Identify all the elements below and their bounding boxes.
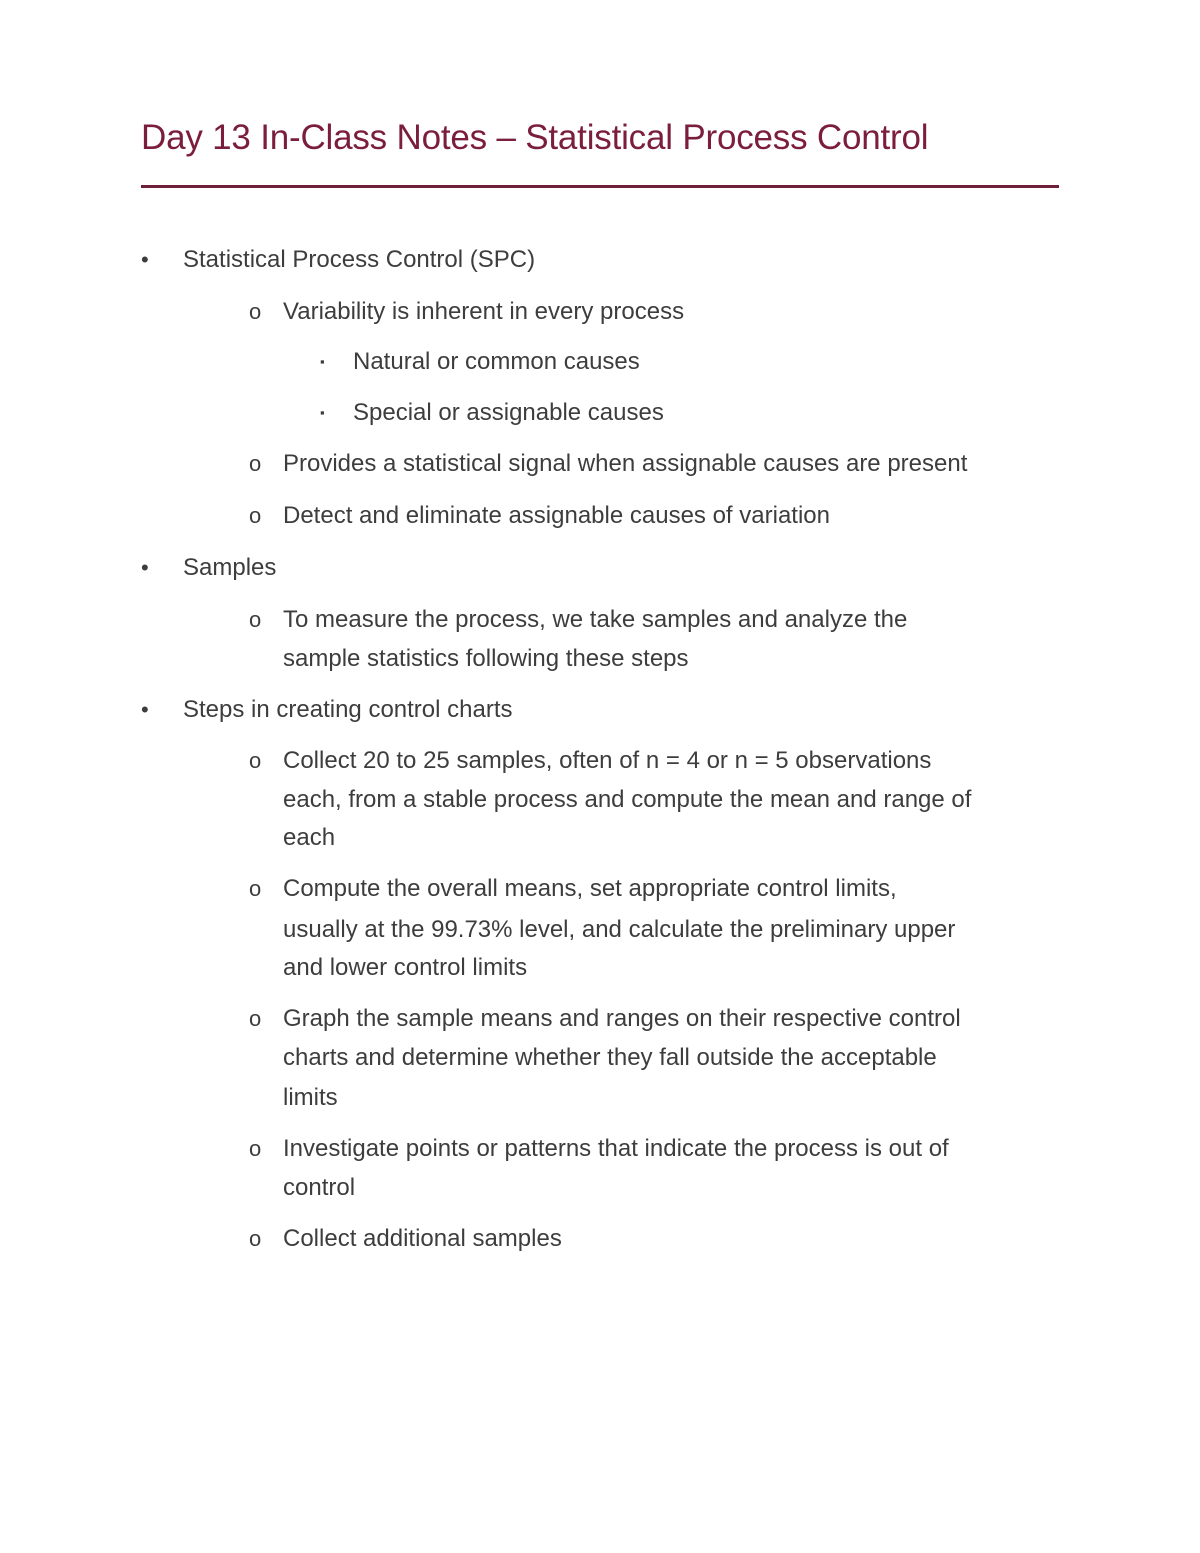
list-item-special-causes: Special or assignable causes <box>353 399 664 426</box>
square-bullet-icon: ▪ <box>320 354 325 369</box>
list-item-spc: Statistical Process Control (SPC) <box>183 246 536 273</box>
circle-bullet-icon: o <box>249 748 262 773</box>
list-item-detect: Detect and eliminate assignable causes of variation <box>283 502 830 529</box>
list-item-natural-causes: Natural or common causes <box>353 348 640 375</box>
list-item-signal: Provides a statistical signal when assignable causes are present <box>283 450 968 477</box>
title-underline <box>141 185 1059 188</box>
list-item-collect-cont: each, from a stable process and compute the mean and range of <box>283 786 972 813</box>
list-item-graph-cont: limits <box>283 1084 338 1111</box>
list-item-collect-cont: each <box>283 824 336 851</box>
circle-bullet-icon: o <box>249 299 262 324</box>
list-item-compute-cont: and lower control limits <box>283 954 528 981</box>
circle-bullet-icon: o <box>249 1006 262 1031</box>
bullet-icon: • <box>141 247 149 272</box>
list-item-measure: To measure the process, we take samples and analyze the <box>283 606 908 633</box>
document-title: Day 13 In-Class Notes – Statistical Process Control <box>141 118 929 157</box>
list-item-steps: Steps in creating control charts <box>183 696 513 723</box>
list-item-collect: Collect 20 to 25 samples, often of n = 4 or n = 5 observations <box>283 747 932 774</box>
list-item-measure-cont: sample statistics following these steps <box>283 645 689 672</box>
list-item-investigate-cont: control <box>283 1174 356 1201</box>
list-item-investigate: Investigate points or patterns that indicate the process is out of <box>283 1135 949 1162</box>
circle-bullet-icon: o <box>249 1226 262 1251</box>
circle-bullet-icon: o <box>249 1136 262 1161</box>
bullet-icon: • <box>141 555 149 580</box>
list-item-graph-cont: charts and determine whether they fall outside the acceptable <box>283 1044 937 1071</box>
bullet-icon: • <box>141 697 149 722</box>
list-item-variability: Variability is inherent in every process <box>283 298 685 325</box>
circle-bullet-icon: o <box>249 451 262 476</box>
list-item-samples: Samples <box>183 554 277 581</box>
square-bullet-icon: ▪ <box>320 405 325 420</box>
circle-bullet-icon: o <box>249 503 262 528</box>
list-item-compute-cont: usually at the 99.73% level, and calculate the preliminary upper <box>283 916 956 943</box>
circle-bullet-icon: o <box>249 876 262 901</box>
list-item-graph: Graph the sample means and ranges on their respective control <box>283 1005 961 1032</box>
list-item-compute: Compute the overall means, set appropriate control limits, <box>283 875 897 902</box>
list-item-additional: Collect additional samples <box>283 1225 562 1252</box>
circle-bullet-icon: o <box>249 607 262 632</box>
